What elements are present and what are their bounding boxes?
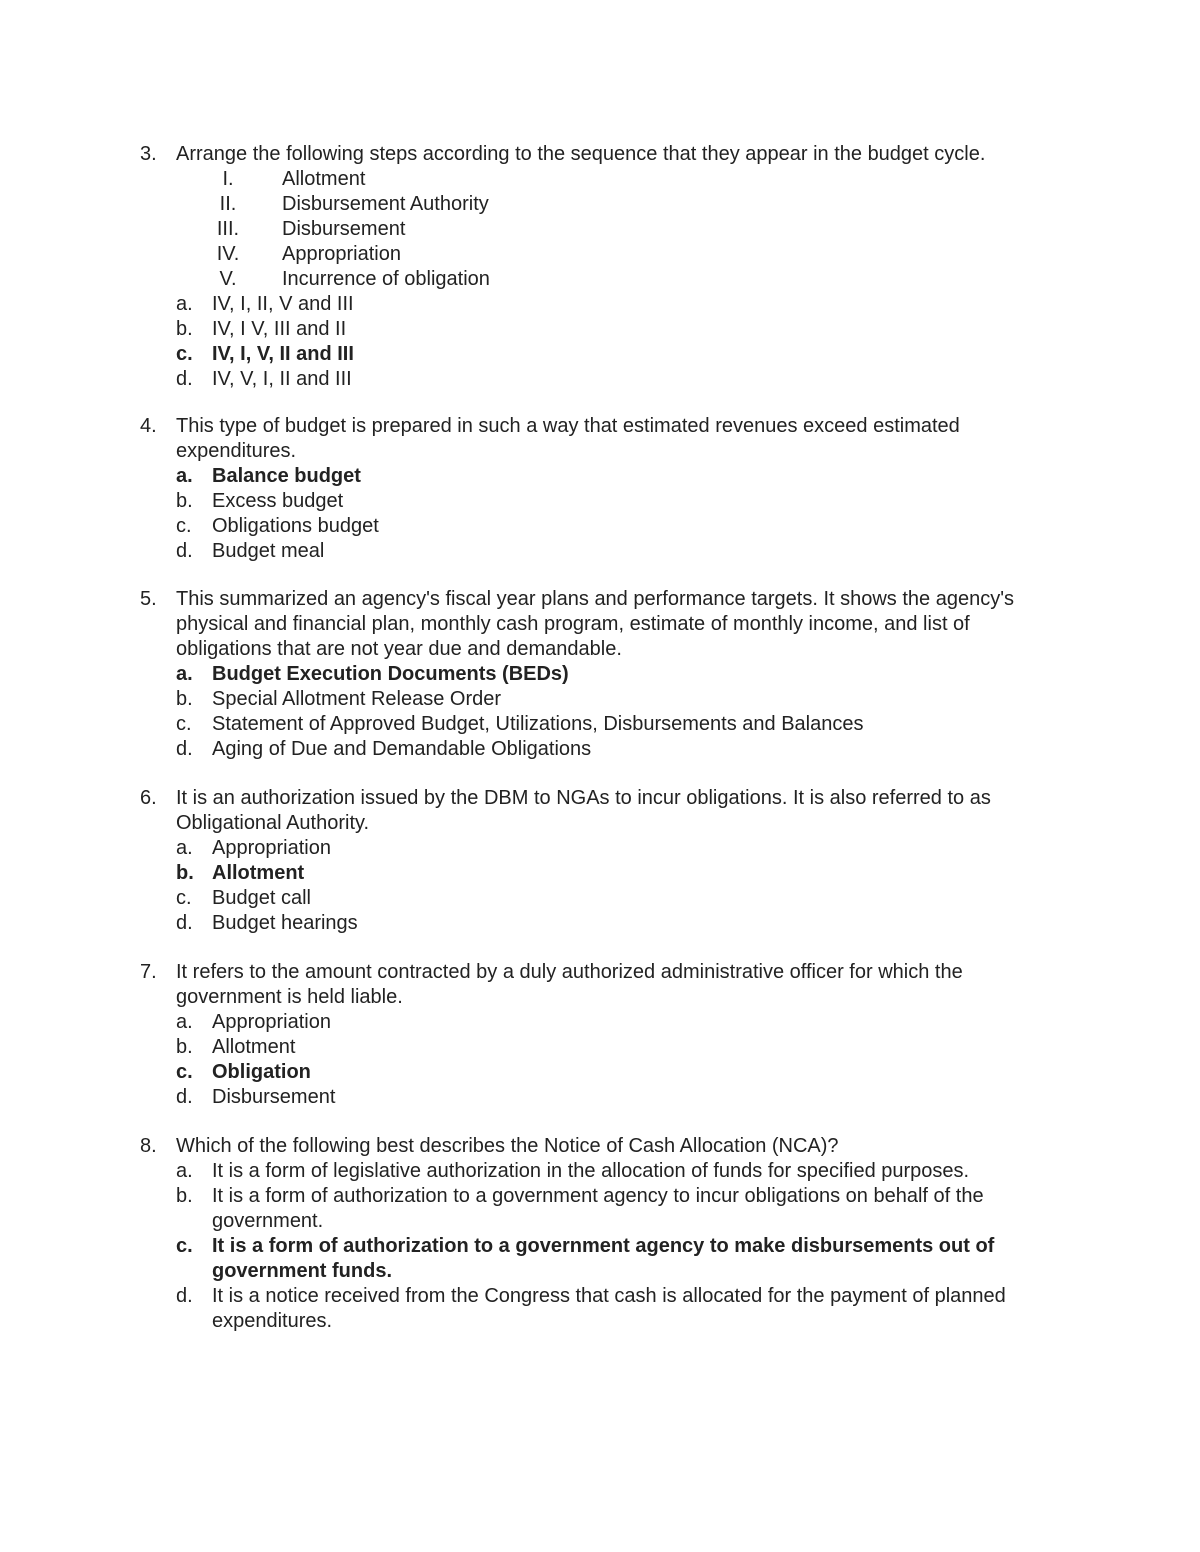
choice-text: Balance budget [212, 465, 361, 487]
choice-d [176, 911, 1070, 936]
roman-numeral: II. [219, 193, 237, 215]
question-number: 6. [140, 787, 157, 809]
question-text: It refers to the amount contracted by a duly authorized administrative officer for which the government is held liable. [176, 961, 963, 1008]
choice-text: Obligation [212, 1061, 311, 1083]
choice-c [176, 514, 1070, 539]
choice-text: Budget meal [212, 540, 325, 562]
choice-letter: b. [176, 862, 194, 884]
choice-d [176, 1085, 1070, 1110]
choice-text: Excess budget [212, 490, 344, 512]
list-item-text: Disbursement [282, 218, 406, 240]
choice-letter: b. [176, 490, 193, 512]
choice-text: It is a notice received from the Congress that cash is allocated for the payment of planned expenditures. [212, 1285, 1006, 1332]
question-number: 5. [140, 588, 157, 610]
choice-text: Allotment [212, 862, 305, 884]
answer-choices [176, 292, 1070, 392]
choice-a [176, 836, 1070, 861]
list-item-text: Allotment [282, 168, 366, 190]
choice-c-correct [176, 342, 1070, 367]
choice-b [176, 687, 1070, 712]
choice-text: It is a form of legislative authorization in the allocation of funds for specified purposes. [212, 1160, 970, 1182]
list-item [140, 167, 1070, 192]
choice-letter: c. [176, 1061, 193, 1083]
answer-choices [176, 1010, 1070, 1110]
question-4 [140, 414, 1070, 564]
choice-text: Budget Execution Documents (BEDs) [212, 663, 569, 685]
list-item [140, 242, 1070, 267]
choice-a [176, 1159, 1070, 1184]
roman-numeral: V. [219, 268, 237, 290]
question-8 [140, 1134, 1070, 1334]
choice-letter: d. [176, 1086, 193, 1108]
question-6 [140, 786, 1070, 936]
choice-letter: d. [176, 540, 193, 562]
choice-letter: d. [176, 368, 193, 390]
list-item [140, 267, 1070, 292]
question-text: This summarized an agency's fiscal year plans and performance targets. It shows the agency's physical and financial plan, monthly cash program, estimate of monthly income, and list of obligations that are not year due and demandable. [176, 588, 1015, 660]
question-5 [140, 587, 1070, 762]
question-number: 3. [140, 143, 157, 165]
choice-letter: d. [176, 912, 193, 934]
question-text: Which of the following best describes the Notice of Cash Allocation (NCA)? [176, 1135, 839, 1157]
choice-letter: c. [176, 1235, 193, 1257]
choice-letter: b. [176, 688, 193, 710]
choice-letter: a. [176, 465, 193, 487]
choice-c-correct [176, 1060, 1070, 1085]
choice-text: Statement of Approved Budget, Utilizations, Disbursements and Balances [212, 713, 864, 735]
list-item [140, 192, 1070, 217]
choice-d [176, 539, 1070, 564]
choice-c-correct [176, 1234, 1070, 1284]
choice-letter: b. [176, 318, 193, 340]
list-item-text: Appropriation [282, 243, 401, 265]
list-item-text: Disbursement Authority [282, 193, 489, 215]
choice-a-correct [176, 662, 1070, 687]
choice-text: Aging of Due and Demandable Obligations [212, 738, 592, 760]
answer-choices [176, 1159, 1070, 1334]
choice-letter: c. [176, 887, 192, 909]
choice-letter: c. [176, 713, 192, 735]
choice-b [176, 1035, 1070, 1060]
choice-text: Obligations budget [212, 515, 379, 537]
roman-numeral: IV. [216, 243, 240, 265]
choice-text: Budget hearings [212, 912, 358, 934]
question-text: Arrange the following steps according to the sequence that they appear in the budget cycle. [176, 143, 986, 165]
choice-text: IV, I, II, V and III [212, 293, 354, 315]
question-3 [140, 142, 1070, 392]
list-item [140, 217, 1070, 242]
choice-letter: a. [176, 663, 193, 685]
choice-text: It is a form of authorization to a government agency to incur obligations on behalf of the government. [212, 1185, 984, 1232]
choice-text: Budget call [212, 887, 311, 909]
list-item-text: Incurrence of obligation [282, 268, 490, 290]
choice-b [176, 1184, 1070, 1234]
question-7 [140, 960, 1070, 1110]
choice-text: IV, V, I, II and III [212, 368, 352, 390]
choice-text: Disbursement [212, 1086, 336, 1108]
choice-d [176, 1284, 1070, 1334]
choice-c [176, 712, 1070, 737]
choice-b [176, 489, 1070, 514]
choice-letter: d. [176, 738, 193, 760]
roman-numeral: III. [216, 218, 240, 240]
choice-text: Special Allotment Release Order [212, 688, 502, 710]
choice-letter: c. [176, 515, 192, 537]
choice-text: Appropriation [212, 1011, 331, 1033]
choice-d [176, 367, 1070, 392]
question-text: This type of budget is prepared in such a way that estimated revenues exceed estimated expenditures. [176, 415, 960, 462]
choice-a [176, 292, 1070, 317]
question-number: 4. [140, 415, 157, 437]
choice-letter: a. [176, 837, 193, 859]
question-text: It is an authorization issued by the DBM to NGAs to incur obligations. It is also referred to as Obligational Authority. [176, 787, 991, 834]
choice-letter: b. [176, 1185, 193, 1207]
answer-choices [176, 836, 1070, 936]
choice-letter: a. [176, 1160, 193, 1182]
choice-text: Allotment [212, 1036, 296, 1058]
answer-choices [176, 464, 1070, 564]
choice-letter: c. [176, 343, 193, 365]
question-number: 7. [140, 961, 157, 983]
choice-letter: d. [176, 1285, 193, 1307]
roman-list [140, 167, 1070, 292]
choice-a-correct [176, 464, 1070, 489]
choice-c [176, 886, 1070, 911]
choice-b [176, 317, 1070, 342]
choice-letter: a. [176, 1011, 193, 1033]
answer-choices [176, 662, 1070, 762]
choice-text: IV, I, V, II and III [212, 343, 354, 365]
choice-text: IV, I V, III and II [212, 318, 347, 340]
roman-numeral: I. [222, 168, 234, 190]
choice-d [176, 737, 1070, 762]
choice-b-correct [176, 861, 1070, 886]
choice-letter: b. [176, 1036, 193, 1058]
question-number: 8. [140, 1135, 157, 1157]
choice-a [176, 1010, 1070, 1035]
choice-text: Appropriation [212, 837, 331, 859]
choice-letter: a. [176, 293, 193, 315]
choice-text: It is a form of authorization to a government agency to make disbursements out of government funds. [212, 1235, 995, 1282]
